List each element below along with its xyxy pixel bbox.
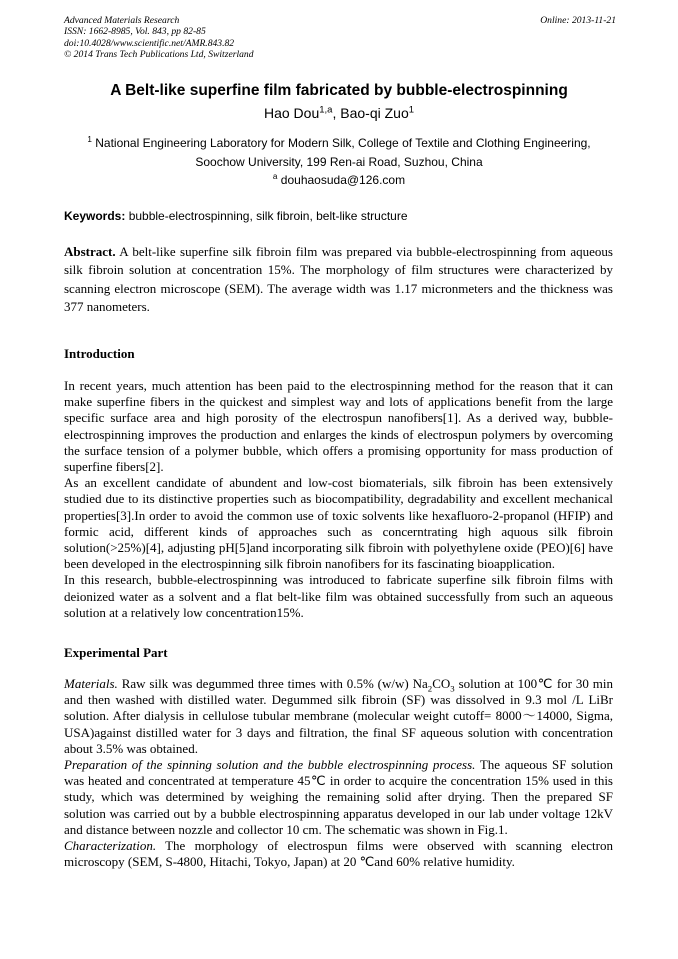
abstract-label: Abstract. (64, 244, 116, 259)
characterization-text: The morphology of electrospun films were observed with scanning electron microscopy (SEM, S-4800, Hitachi, Tokyo, Japan) at 20 ℃and 60% relative humidity. (64, 838, 613, 870)
materials-paragraph (64, 676, 613, 757)
experimental-heading: Experimental Part (64, 645, 168, 660)
online-date: Online: 2013-11-21 (540, 15, 616, 26)
author-2-marker: 1 (408, 104, 415, 116)
co-subscript: 3 (450, 683, 455, 694)
preparation-paragraph (64, 757, 613, 838)
author-separator: , (332, 105, 341, 121)
affiliation-line-2: Soochow University, 199 Ren-ai Road, Suzhou, China (195, 155, 483, 169)
materials-text-c: solution at 100℃ for 30 min and then washed with distilled water. Degummed silk fibroin (SF) was dissolved in 9.3 mol /L LiBr solution. After dialysis in cellulose tubular membrane (molecular weight cutoff= 8000～14000, Sigma, USA)against distilled water for 3 days and filtration, the final SF aqueous solution with concentration about 3.5% was obtained. (64, 676, 614, 756)
keywords-label: Keywords: (64, 209, 126, 223)
characterization-label: Characterization. (64, 838, 157, 854)
email-address: douhaosuda@126.com (277, 173, 406, 187)
materials-text-b: CO (432, 676, 451, 691)
abstract (64, 243, 613, 316)
affiliation-line-1 (0, 136, 678, 150)
materials-label: Materials. (64, 676, 118, 691)
issn-line: ISSN: 1662-8985, Vol. 843, pp 82-85 (64, 26, 206, 38)
copyright-line: © 2014 Trans Tech Publications Ltd, Switzerland (64, 48, 254, 60)
intro-paragraph-3: In this research, bubble-electrospinning was introduced to fabricate superfine silk fibroin films with deionized water as a solvent and a flat belt-like film was obtained successfully from such an aqueous solution at a relatively low concentration15%. (64, 572, 613, 620)
abstract-text: A belt-like superfine silk fibroin film was prepared via bubble-electrospinning from aqueous silk fibroin solution at concentration 15%. The morphology of film structures were characterized by scanning electron microscope (SEM). The average width was 1.17 micronmeters and the thickness was 377 nanometers. (64, 244, 613, 314)
materials-text-a: Raw silk was degummed three times with 0.5% (w/w) Na (117, 676, 428, 691)
email-marker: a (272, 172, 278, 181)
author-line (0, 105, 678, 121)
intro-paragraph-2: As an excellent candidate of abundent and low-cost biomaterials, silk fibroin has been extensively studied due to its distinctive properties such as biocompatibility, degradability and excellent mechanical properties[3].In order to avoid the common use of toxic solvents like hexafluoro-2-propanol (HFIP) and formic acid, different kinds of approaches such as concerntrating high aquous silk fibroin solution(>25%)[4], adjusting pH[5]and incorporating silk fibroin with polyethylene oxide (PEO)[6] have been developed in the electrospinning silk fibroin nanofibers for its fascinating bioapplication. (64, 475, 613, 572)
keywords (64, 209, 408, 223)
affiliation-text-1: National Engineering Laboratory for Modern Silk, College of Textile and Clothing Engineering, (91, 136, 591, 150)
intro-paragraph-1: In recent years, much attention has been paid to the electrospinning method for the reason that it can make superfine fibers in the quickest and simplest way and lots of applications benefit from the large specific surface area and high porosity of the electrospun nanofibers[1]. As a derived way, bubble-electrospinning improves the production and enlarges the kinds of electrospun polymers by overcoming the surface tension of a polymer bubble, which offers a promising opportunity for mass production of superfine fibers[2]. (64, 378, 613, 475)
author-1: Hao Dou (263, 105, 320, 121)
na-subscript: 2 (427, 683, 433, 694)
introduction-body (64, 378, 613, 621)
experimental-body (64, 676, 613, 870)
affiliation-marker: 1 (87, 135, 92, 144)
author-2: Bao-qi Zuo (340, 105, 409, 121)
journal-name: Advanced Materials Research (64, 15, 180, 26)
doi-line: doi:10.4028/www.scientific.net/AMR.843.82 (64, 37, 235, 49)
keywords-text: bubble-electrospinning, silk fibroin, belt-like structure (125, 209, 408, 223)
preparation-label: Preparation of the spinning solution and the bubble electrospinning process. (64, 757, 476, 773)
characterization-paragraph (64, 838, 613, 870)
author-1-marker: 1,a (319, 104, 333, 116)
journal-header (64, 15, 616, 60)
introduction-heading: Introduction (64, 346, 135, 361)
paper-title: A Belt-like superfine film fabricated by bubble-electrospinning (110, 82, 568, 99)
email-line (0, 173, 678, 187)
preparation-text: The aqueous SF solution was heated and concentrated at temperature 45℃ in order to acquire the concentration 15% used in this study, which was determined by weighing the remaining solid after drying. Then the prepared SF solution was carried out by a bubble electrospinning apparatus developed in our lab under voltage 12kV and distance between nozzle and collector 10 cm. The schematic was shown in Fig.1. (64, 757, 613, 837)
